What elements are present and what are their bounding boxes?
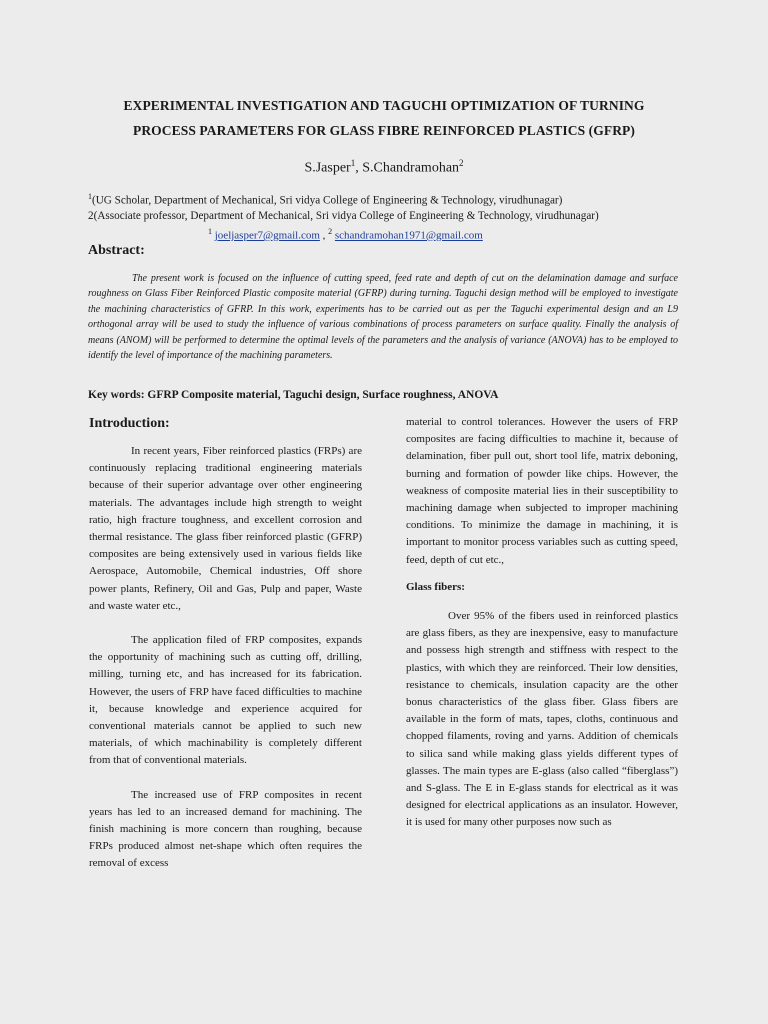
affiliation-1-sup: 1 xyxy=(88,192,92,201)
abstract-heading: Abstract: xyxy=(88,243,145,258)
author-2-sup: 2 xyxy=(459,158,464,168)
glass-fibers-paragraph: Over 95% of the fibers used in reinforced plastics are glass fibers, as they are inexpensive, easy to manufacture and possess high strength and stiffness with respect to the plastics, with which they are reinforced. Their low densities, resistance to chemicals, insulation capacity are the other bonus characteristics of the glass fiber. Glass fibers are available in the form of mats, tapes, cloths, continuous and chopped filaments, roving and yarns. Addition of chemicals to silica sand while making glass yields different types of glasses. The main types are E-glass (also called “fiberglass”) and S-glass. The E in E-glass stands for electrical as it was designed for electrical applications as an insulator. However, it is used for many other purposes now such as xyxy=(406,610,678,829)
author-list xyxy=(0,158,768,177)
affiliation-2: 2(Associate professor, Department of Mechanical, Sri vidya College of Engineering & Technology, virudhunagar) xyxy=(88,210,599,222)
keywords: Key words: GFRP Composite material, Taguchi design, Surface roughness, ANOVA xyxy=(88,389,499,401)
email-link-1[interactable]: joeljasper7@gmail.com xyxy=(214,229,320,242)
left-column xyxy=(89,414,362,873)
intro-paragraph-3: The increased use of FRP composites in recent years has led to an increased demand for machining. The finish machining is more concern than roughing, because FRPs produced almost net-shape which often requires the removal of excess xyxy=(89,788,362,870)
email-1-sup: 1 xyxy=(208,227,212,236)
introduction-heading: Introduction: xyxy=(89,416,170,431)
title-line-1: EXPERIMENTAL INVESTIGATION AND TAGUCHI OPTIMIZATION OF TURNING xyxy=(123,98,645,113)
author-1: S.Jasper xyxy=(304,160,351,176)
paper-title xyxy=(40,93,728,143)
author-1-sup: 1 xyxy=(350,158,356,168)
email-line xyxy=(208,227,483,242)
email-link-2[interactable]: schandramohan1971@gmail.com xyxy=(334,229,483,242)
right-paragraph-1: material to control tolerances. However the users of FRP composites are facing difficulties to machine it, because of delamination, fiber pull out, short tool life, matrix deboning, burning and formation of powder like chips. However, the weakness of composite material lies in their susceptibility to machining damage when subjected to improper machining conditions. To minimize the damage in machining, it is important to monitor process variables such as cutting speed, feed, depth of cut etc., xyxy=(406,416,678,566)
author-separator: , xyxy=(355,160,363,176)
title-line-2: PROCESS PARAMETERS FOR GLASS FIBRE REINFORCED PLASTICS (GFRP) xyxy=(132,123,636,138)
intro-paragraph-1: In recent years, Fiber reinforced plastics (FRPs) are continuously replacing traditional engineering materials because of their superior advantage over other engineering materials. The advantages include high strength to weight ratio, high fracture toughness, and excellent corrosion and thermal resistance. The glass fiber reinforced plastic (GFRP) composites are being extensively used in various fields like Aerospace, Automobile, Chemical industries, Off shore power plants, Refinery, Oil and Gas, Pulp and paper, Waste and waste water etc., xyxy=(89,445,362,612)
affiliation-1-text: (UG Scholar, Department of Mechanical, Sri vidya College of Engineering & Technology, virudhunagar) xyxy=(92,194,563,207)
abstract-text: The present work is focused on the influence of cutting speed, feed rate and depth of cut on the delamination damage and surface roughness on Glass Fiber Reinforced Plastic composite material (GFRP) during turning. Taguchi design method will be employed to investigate the machining characteristics of GFRP. In this work, experiments has to be carried out as per the Taguchi experimental design and an L9 orthogonal array will be used to study the influence of various combinations of process parameters on surface quality. Finally the analysis of means (ANOM) will be performed to determine the optimal levels of the parameters and the analysis of variance (ANOVA) has to be employed to identify the level of importance of the machining parameters. xyxy=(88,273,678,362)
intro-paragraph-2: The application filed of FRP composites, expands the opportunity of machining such as cutting off, drilling, milling, turning etc, and has increased for its fabrication. However, the users of FRP have faced difficulties to machine it, because knowledge and experience acquired for conventional materials cannot be applied to such new materials, of which machinability is completely different from that of conventional materials. xyxy=(89,634,362,767)
email-2-sup: 2 xyxy=(328,227,333,236)
author-2: S.Chandramohan xyxy=(362,160,460,176)
email-separator: , xyxy=(319,229,329,242)
glass-fibers-heading: Glass fibers: xyxy=(406,580,465,593)
right-column xyxy=(406,414,678,832)
affiliation-1 xyxy=(88,192,562,207)
